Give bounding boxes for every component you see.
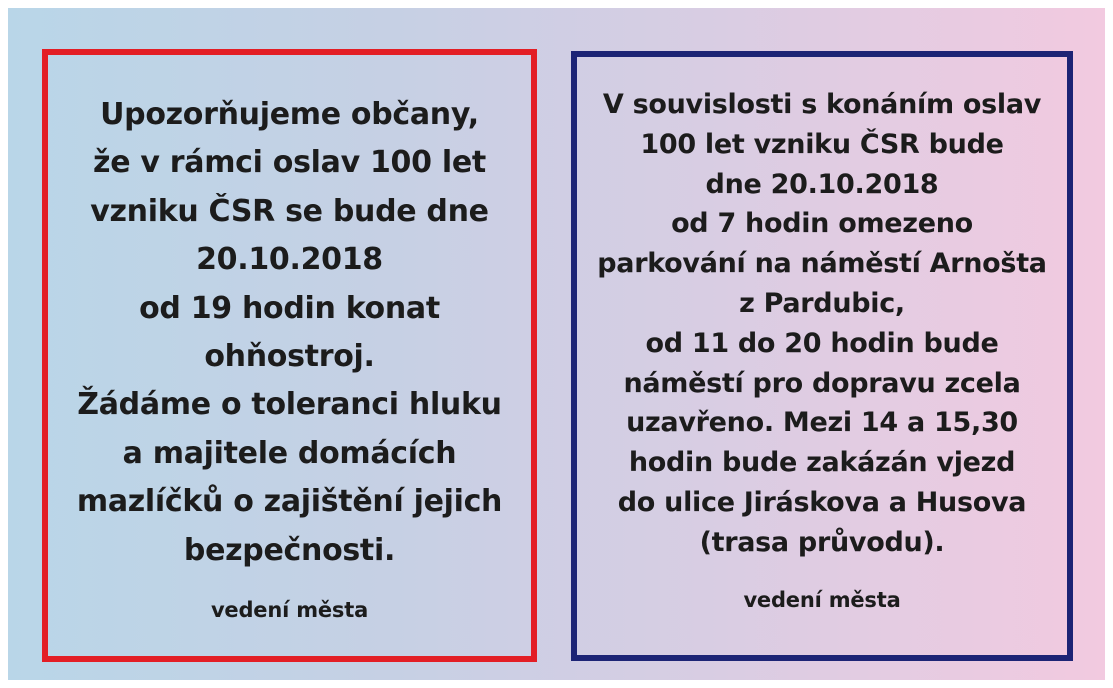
left-notice-text: Upozorňujeme občany, že v rámci oslav 100 let vzniku ČSR se bude dne 20.10.2018 od 19 hodin konat ohňostroj. Žádáme o toleranci hluku a majitele domácích mazlíčků o zajištění jejich bezpečnosti.	[76, 97, 503, 568]
right-notice-panel	[571, 51, 1073, 661]
left-notice-signature: vedení města	[210, 598, 369, 623]
left-notice-panel	[42, 49, 537, 662]
right-notice-signature: vedení města	[743, 587, 901, 612]
notice-background	[8, 8, 1105, 680]
right-notice-text: V souvislosti s konáním oslav 100 let vzniku ČSR bude dne 20.10.2018 od 7 hodin omezeno parkování na náměstí Arnošta z Pardubic, od 11 do 20 hodin bude náměstí pro dopravu zcela uzavřeno. Mezi 14 a 15,30 hodin bude zakázán vjezd do ulice Jiráskova a Husova (trasa průvodu).	[597, 89, 1047, 558]
